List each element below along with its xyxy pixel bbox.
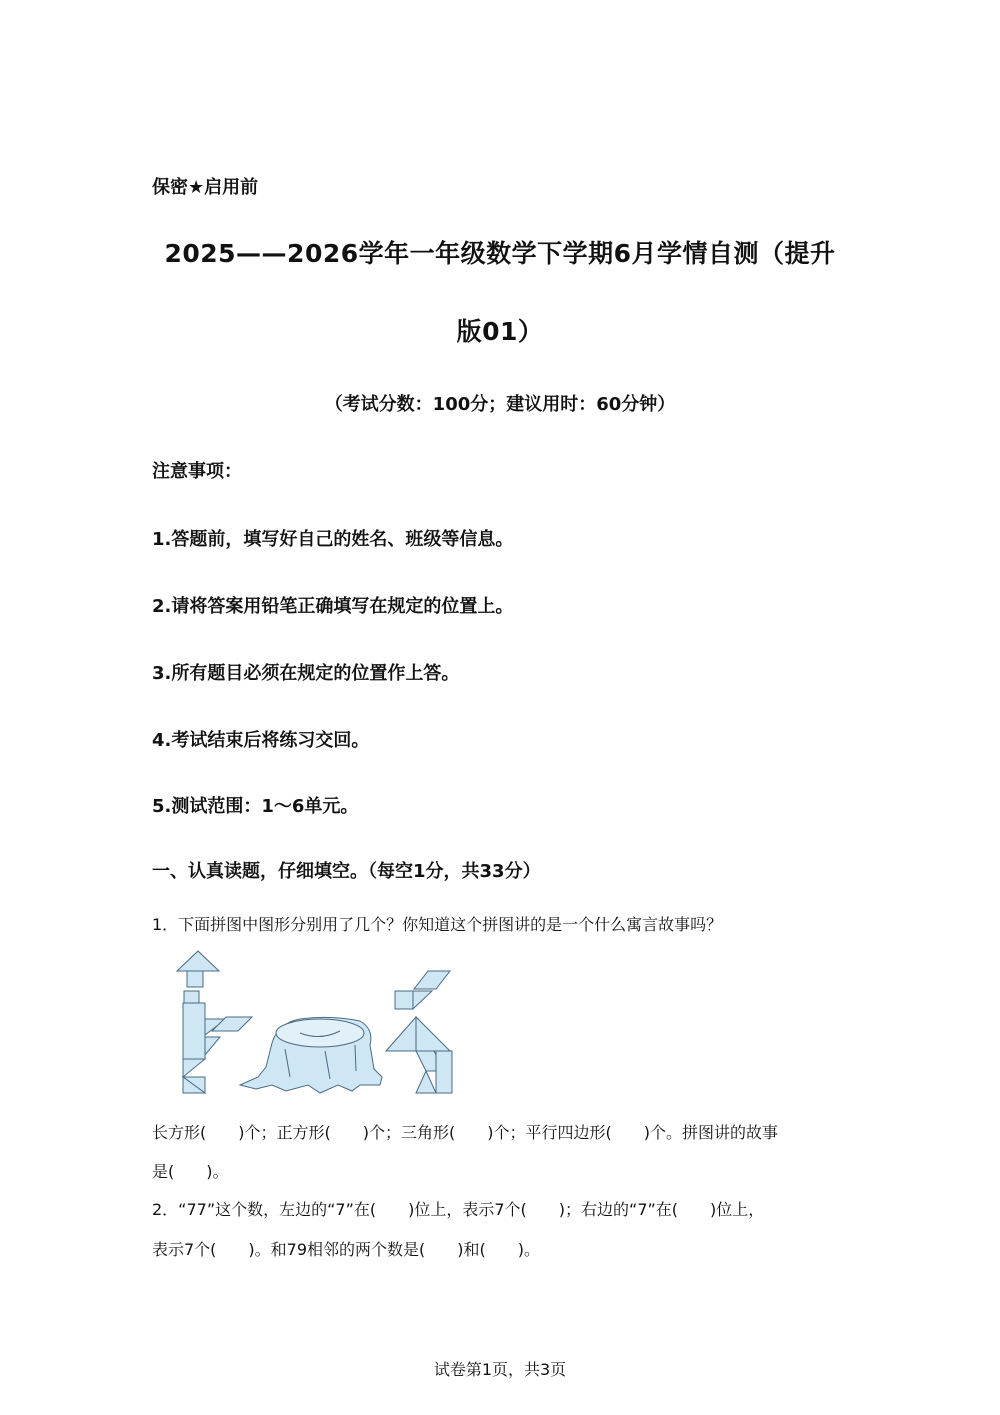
exam-title-line-1: 2025——2026学年一年级数学下学期6月学情自测（提升 — [164, 239, 836, 268]
note-item: 3.所有题目必须在规定的位置作上答。 — [152, 663, 460, 684]
stump-top — [276, 1019, 364, 1047]
page-footer: 试卷第1页，共3页 — [433, 1360, 567, 1379]
note-item: 5.测试范围：1～6单元。 — [152, 796, 359, 817]
square-piece — [395, 991, 413, 1009]
note-item: 4.考试结束后将练习交回。 — [152, 730, 370, 751]
question-1-text: 1．下面拼图中图形分别用了几个？你知道这个拼图讲的是一个什么寓言故事吗？ — [152, 915, 723, 934]
triangle-piece — [205, 1037, 220, 1055]
note-item: 1.答题前，填写好自己的姓名、班级等信息。 — [152, 529, 514, 550]
question-2-line-1: 2．“77”这个数，左边的“7”在( )位上，表示7个( )；右边的“7”在( )位上， — [152, 1200, 765, 1219]
exam-title-line-2: 版01） — [456, 317, 544, 346]
parallelogram-piece — [414, 971, 450, 989]
exam-subtitle: （考试分数：100分；建议用时：60分钟） — [324, 394, 676, 415]
section-1-heading: 一、认真读题，仔细填空。（每空1分，共33分） — [152, 861, 541, 882]
parallelogram-piece — [184, 991, 199, 1003]
triangle-piece — [413, 991, 432, 1009]
triangle-piece — [416, 1071, 436, 1093]
square-piece — [187, 971, 203, 987]
question-2-line-2: 表示7个( )。和79相邻的两个数是( )和( )。 — [152, 1240, 540, 1259]
notes-heading: 注意事项： — [152, 461, 242, 482]
confidential-label: 保密★启用前 — [152, 177, 259, 198]
triangle-piece — [416, 1017, 450, 1051]
tangram-figure — [160, 945, 460, 1095]
note-item: 2.请将答案用铅笔正确填写在规定的位置上。 — [152, 596, 514, 617]
question-1-answer-line-2: 是( )。 — [152, 1162, 229, 1181]
rectangle-piece — [183, 1003, 205, 1059]
rectangle-piece — [436, 1051, 452, 1093]
question-1-answer-line-1: 长方形( )个；正方形( )个；三角形( )个；平行四边形( )个。拼图讲的故事 — [152, 1123, 778, 1142]
triangle-piece — [386, 1017, 416, 1051]
triangle-piece — [183, 1059, 205, 1077]
triangle-piece — [177, 951, 219, 971]
